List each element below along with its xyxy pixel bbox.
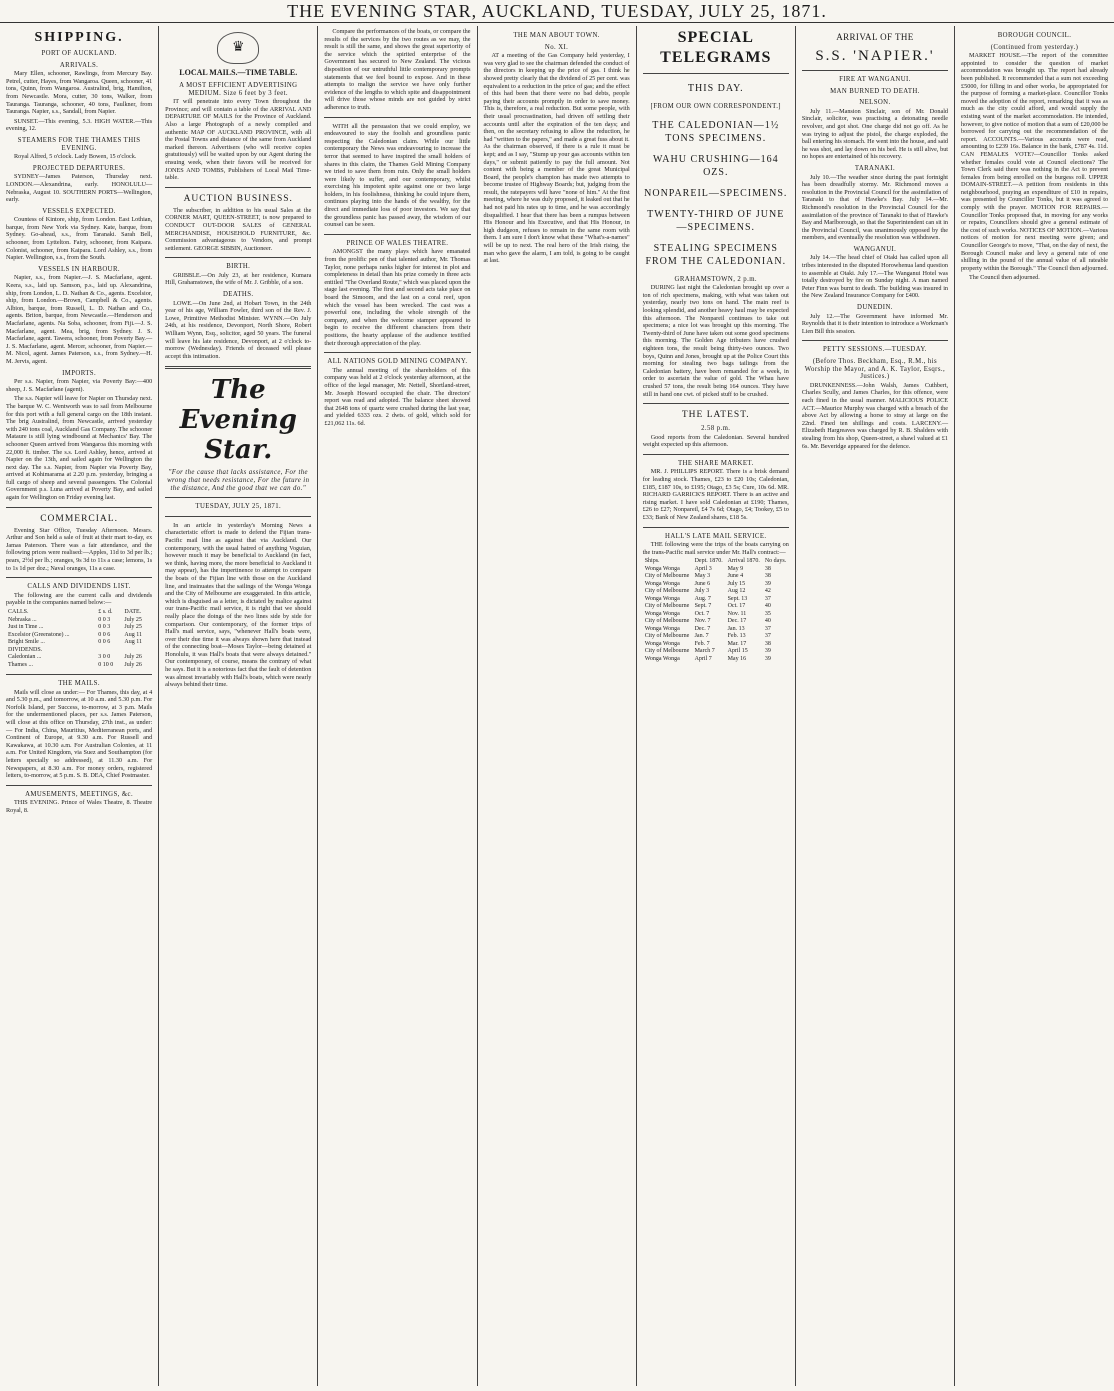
table-cell: Aug 11 — [124, 639, 142, 645]
amusements-text: THIS EVENING. Prince of Wales Theatre, 8. Theatre Royal, 8. — [6, 799, 153, 814]
gold-text: The annual meeting of the shareholders of this company was held at 2 o'clock yesterday afternoon, at the office of the legal manager, Mr. Nettell, Shortland-street, Mr. Joseph Howard occupied the chair. The directors' report was read and adopted. The balance sheet showed that 2648 tons of quartz were crushed during the last year, and yielded 6333 ozs. 2 dwts. of gold, which sold for £21,062 11s. 6d. — [324, 366, 471, 427]
page-header: THE EVENING STAR, AUCKLAND, TUESDAY, JULY 25, 1871. — [0, 0, 1114, 23]
table-cell: July 25 — [124, 616, 142, 623]
table-cell: 37 — [764, 595, 771, 602]
table-cell: Sept. 13 — [727, 595, 748, 602]
divider — [324, 352, 470, 353]
table-cell: Feb. 13 — [727, 633, 746, 640]
table-cell: Nebraska ... — [8, 616, 37, 623]
table-cell: Jan. 13 — [727, 625, 745, 632]
table-cell: 37 — [764, 633, 771, 640]
expected-text: Countess of Kintore, ship, from London. East Lothian, barque, from New York via Sydney. Kate, barque, from Sydney. Go-ahead, s.s., from Taranaki. Sarah Bell, schooner, from Lyttelton. Fairy, schooner, from Kaipara. Colonist, schooner, from Kaipara. Lord Ashley, s.s., from Napier. Wellington, s.s., from the South. — [6, 216, 153, 262]
local-mails-sub: A MOST EFFICIENT ADVERTISING MEDIUM. Size 6 feet by 3 feet. — [179, 82, 298, 97]
table-cell: Just in Time ... — [8, 624, 44, 630]
table-cell: Mar. 17 — [727, 640, 747, 647]
special-telegrams-heading: SPECIAL TELEGRAMS — [660, 29, 772, 66]
local-mails-heading: LOCAL MAILS.—TIME TABLE. — [179, 68, 298, 77]
commercial-text: Evening Star Office, Tuesday Afternoon. Messrs. Arthur and Son held a sale of fruit at their mart to-day, ex Jamas Paterson. There was a fair attendance, and the following prices were realised:—Apples, 11d to 3d per lb.; pears, 2½d per lb.; oranges, 9s 3d to 11s a case; lemons, 1s to 1s 1d per doz.; Naval oranges, 11s a case. — [6, 526, 153, 572]
table-row — [6, 639, 152, 647]
borough-end: The Council then adjourned. — [969, 274, 1040, 282]
sunset-text: SUNSET.—This evening, 5.3. HIGH WATER.—This evening, 12. — [6, 117, 153, 133]
calls-table — [6, 609, 152, 669]
table-cell: 42 — [764, 588, 771, 595]
arrivals-heading: ARRIVALS. — [59, 61, 99, 69]
divider — [643, 527, 789, 528]
divider — [324, 117, 470, 118]
correspondent-note: [FROM OUR OWN CORRESPONDENT.] — [650, 103, 781, 110]
table-cell: No days. — [764, 558, 787, 565]
table-cell: Wonga Wonga — [644, 625, 680, 632]
mails-text: Mails will close as under:— For Thames, this day, at 4 and 5.30 p.m., and tomorrow, at 10 a.m. and 5.30 p.m. For Norfolk Island, per Success, to-morrow, at 3 p.m. Mails for the undermentioned places, per s.s. James Paterson, will close at this office on Thursday, 27th inst., as under:— For India, China, Mauritius, Mediterranean ports, and Continent of Europe, at 9.30 a.m. For Russell and Kawakawa, at 10.30 a.m. For Australian Colonies, at 11 a.m. For United Kingdom, via Suez and Southampton (for letters specially so addressed), at 11.30 a.m. For Newspapers, at 8.30 a.m. For money orders, registered letters, to-morrow, at 5 p.m. S. B. DEA, Chief Postmaster. — [6, 688, 153, 780]
ship-name: S.S. 'NAPIER.' — [815, 48, 935, 64]
table-cell: City of Melbourne — [644, 633, 690, 640]
steamers-text: Royal Alfred, 5 o'clock. Lady Bowen, 15 o'clock. — [14, 153, 137, 161]
column-about-town — [478, 26, 637, 1386]
divider — [802, 70, 948, 71]
birth-heading: BIRTH. — [226, 263, 251, 271]
table-cell: Dept. 1870. — [694, 558, 723, 565]
table-cell: Aug 11 — [124, 631, 142, 638]
about-town-heading: THE MAN ABOUT TOWN. — [513, 32, 600, 39]
table-cell: 0 0 3 — [98, 624, 111, 630]
stealing-subhead: STEALING SPECIMENS FROM THE CALEDONIAN. — [645, 242, 787, 267]
table-cell: 38 — [764, 565, 771, 572]
twenty-third-subhead: TWENTY-THIRD OF JUNE—SPECIMENS. — [647, 208, 785, 233]
latest-text: Good reports from the Caledonian. Several hundred weight expected up this afternoon. — [642, 433, 789, 449]
table-cell: Dec. 17 — [727, 618, 747, 625]
table-cell: March 7 — [694, 648, 715, 655]
table-cell: 35 — [764, 610, 771, 617]
table-cell: Aug 12 — [727, 588, 746, 595]
table-cell: 37 — [764, 625, 771, 632]
columns — [0, 26, 1114, 1386]
table-cell: City of Melbourne — [644, 603, 690, 610]
commercial-heading: COMMERCIAL. — [40, 513, 118, 524]
table-cell: CALLS. — [8, 609, 29, 615]
table-cell: City of Melbourne — [644, 618, 690, 625]
table-row — [643, 588, 789, 596]
this-day-heading: THIS DAY. — [687, 83, 744, 94]
column-arrival — [796, 26, 955, 1386]
divider — [165, 257, 311, 258]
about-town-number: No. XI. — [544, 43, 569, 51]
shipping-news: The s.s. Napier will leave for Napier on Thursday next. The barque W. C. Wentworth was to sail from Melbourne for this port with a full general cargo on the 18th instant. The brig Australind, from Newcastle, arrived yesterday with 240 tons coal, Auckland Gas Company. The schooner Mataure is still lying windbound at Mechanics' Bay. The schooner Queen arrived from Wangaroa this morning with 22,000 ft. timber. The s.s. Lord Ashley, hence, arrived at Napier on the 13th, and sailed again for Wellington the next day. The s.s. Napier, from Napier via Poverty Bay, arrived at Kohimarama at 2.20 p.m. yesterday, bringing a full cargo of sheep and several passengers. The Colonial Government p.s. Luna arrived at Poverty Bay, and sailed again for Wellington on Friday evening last. — [6, 395, 153, 502]
table-cell: June 6 — [694, 580, 711, 587]
table-row — [643, 573, 789, 581]
table-row — [6, 624, 152, 632]
table-cell: Wonga Wonga — [644, 565, 680, 572]
hall-heading: HALL'S LATE MAIL SERVICE. — [665, 532, 767, 540]
table-row — [643, 603, 789, 611]
table-row — [643, 648, 789, 656]
table-cell: 38 — [764, 573, 771, 580]
birth-text: GRIBBLE.—On July 23, at her residence, Kumara Hill, Grahamstown, the wife of Mr. J. Gribble, of a son. — [165, 271, 312, 287]
divider — [6, 577, 152, 578]
dunedin-heading: DUNEDIN. — [857, 304, 893, 312]
table-row — [6, 662, 152, 670]
table-cell: 0 0 6 — [98, 631, 111, 638]
share-text: MR. J. PHILLIPS REPORT. There is a brisk demand for leading stock. Thames, £23 to £20 10s; Caledonian, £185, £187 10s, to £195; Otago, £3 5s; Cure, 10s 6d. MR. RICHARD GARRICK'S REPORT. There is an active and rising market. I have sold Caledonian at £190; Thames, £26 to £27; Nonpareil, £4 7s 6d; Otago, £4; Tookey, £5 to £33; Bank of New Zealand shares, £18 5s. — [642, 468, 789, 522]
latest-time: 2.58 p.m. — [701, 425, 731, 433]
table-row — [6, 654, 152, 662]
table-cell: Caledonian ... — [8, 654, 42, 660]
table-cell: 40 — [764, 603, 771, 610]
table-cell: Wonga Wonga — [644, 610, 680, 617]
nonpareil-subhead: NONPAREIL—SPECIMENS. — [644, 187, 788, 199]
burned-heading: MAN BURNED TO DEATH. — [830, 87, 920, 95]
taranaki-heading: TARANAKI. — [854, 164, 896, 172]
divider — [165, 497, 311, 498]
deaths-text: LOWE.—On June 2nd, at Hobart Town, in the 24th year of his age, William Fowler, third son of the Rev. J. Lowe, Primitive Methodist Minister. WYNN.—On July 24th, at his residence, Devonport, North Shore, Robert William Wynn, Esq., solicitor, aged 50 years. The funeral will leave his late residence, Devonport, at 2 o'clock to-morrow (Wednesday). Friends of deceased will please accept this intimation. — [165, 299, 312, 360]
petty-sessions-sub: (Before Thos. Beckham, Esq., R.M., his Worship the Mayor, and A. K. Taylor, Esqrs., Justices.) — [804, 358, 946, 381]
column-borough — [955, 26, 1114, 1386]
table-row — [6, 617, 152, 625]
wanganui-heading: WANGANUI. — [853, 245, 897, 253]
about-town-text: AT a meeting of the Gas Company held yesterday, I was very glad to see the chairman defended the conduct of the directors in keeping up the price of gas. I think he showed pretty clearly that the dividend of 25 per cent. was equivalent to a reduction in the price of gas; and the effect of this had been that there were no bad debts, people paying their accounts promptly in order to save money. This is, therefore, a real reduction. But some people, with their usual procrastination, had driven off settling their accounts until after the expiration of the ten days; and then, on the secretary refusing to allow the reduction, he had "written to the papers," and made a great fuss about it. As the chairman observed, if there is a rule it must be kept; and as I say, "Stump up your gas accounts within ten days," or submit patiently to pay the full amount. Not content with being a member of the great Municipal Board, the people's champion has made two attempts to become trustee of Highway Boards; but, judging from the result, the ratepayers will have "none of him." At the first meeting, where he was duly proposed, it leaked out that he had not paid his rates up to time, and he was accordingly disqualified. I hear that there has been a rumpus between His Honour and his Executive, and that His Honour, in high dudgeon, refuses to remain in the same room with them. I am sure I don't know what these "What's-a-names" will be up to next. The real hero of the Irish rising, the man who gave the alarm, I am told, is going to be caught at last. — [483, 52, 630, 265]
theatre-text: AMONGST the many plays which have emanated from the prolific pen of that talented author, Mr. Thomas Taylor, none perhaps ranks higher for interest in plot and completeness in detail than his prize comedy in three acts entitled "The Overland Route," which was placed upon the stage last evening. The first and second acts take place on board the Simoom, and the last on a coral reef, upon which the vessel has been wrecked. The cast was a powerful one, including the whole strength of the company, and when the welcome stamper appeared to begin to receive the different characters from their positions, the hearty applause of the audience testified their thorough appreciation of the play. — [324, 248, 471, 347]
mails-heading: THE MAILS. — [58, 680, 100, 687]
table-cell: City of Melbourne — [644, 648, 690, 655]
steamers-heading: STEAMERS FOR THE THAMES THIS EVENING. — [17, 136, 141, 152]
latest-heading: THE LATEST. — [681, 410, 750, 421]
table-row — [643, 618, 789, 626]
table-cell: Oct. 7 — [694, 610, 710, 617]
table-cell: 40 — [764, 618, 771, 625]
table-cell: July 25 — [124, 624, 142, 630]
borough-heading: BOROUGH COUNCIL. — [997, 32, 1072, 39]
harbour-heading: VESSELS IN HARBOUR. — [38, 265, 120, 273]
table-cell: April 3 — [694, 565, 712, 572]
table-cell: Arrival 1870. — [727, 558, 760, 565]
table-cell: Dec. 7 — [694, 625, 711, 632]
table-cell: July 15 — [727, 580, 746, 587]
motto: "For the cause that lacks assistance, For the wrong that needs resistance, For the future in the distance, And the good that we can do." — [167, 469, 310, 492]
table-cell: City of Melbourne — [644, 588, 690, 595]
table-cell: Oct. 17 — [727, 603, 746, 610]
table-cell: 0 0 6 — [98, 639, 111, 645]
table-cell: Jan. 7 — [694, 633, 709, 640]
wanganui-text: July 14.—The head chief of Otaki has called upon all tribes interested in the disputed Horowhenua land question to assemble at Otaki. July 17.—The Wanganui Hotel was totally destroyed by fire on Sunday night. A man named Peter Finn was burnt to death. The building was insured in the New Zealand Insurance Company for £400. — [801, 254, 949, 300]
divider — [6, 507, 152, 508]
table-cell: May 3 — [694, 573, 711, 580]
theatre-heading: PRINCE OF WALES THEATRE. — [346, 239, 449, 247]
dunedin-text: July 12.—The Government have informed Mr. Reynolds that it is their intention to introduce a Workman's Lien Bill this session. — [801, 312, 949, 335]
calls-heading: CALLS AND DIVIDENDS LIST. — [27, 583, 131, 591]
table-cell: Thames ... — [8, 661, 33, 668]
table-row — [6, 647, 152, 655]
table-cell: 39 — [764, 655, 771, 662]
divider — [324, 234, 470, 235]
telegram-text: DURING last night the Caledonian brought up over a ton of rich specimens, making, with what was taken out yesterday, nearly two tons on hand. The main reef is looking splendid, and another heavy haul may be expected this afternoon. The Nonpareil continues to take out specimens; a nice lot was brought up this morning. The Twenty-third of June have taken out some good specimens this morning. The Golden Age tributers have crushed eighteen tons, the result being thirty-two ounces. Two boys, Quinn and Jones, brought up at the Police Court this morning for stealing two bags tailings from the Caledonian battery, have been remanded for a week, in order to ascertain the value of gold. The Whau have crushed 57 tons, the result being 164 ounces. They have still in hand one cwt. of picked stuff to be crushed. — [642, 284, 789, 398]
projected-heading: PROJECTED DEPARTURES. — [32, 164, 126, 172]
petty-sessions-heading: PETTY SESSIONS.—TUESDAY. — [822, 346, 927, 354]
table-cell: 0 0 3 — [98, 616, 111, 623]
column-ads — [159, 26, 318, 1386]
divider — [643, 73, 789, 74]
shipping-heading: SHIPPING. — [34, 30, 124, 45]
table-cell: DIVIDENDS. — [8, 646, 43, 653]
table-cell: July 26 — [124, 661, 142, 668]
harbour-text: Napier, s.s., from Napier.—J. S. Macfarlane, agent. Keera, s.s., laid up. Samson, p.s., laid up. Alexandrina, ship, from London, L. D. Nathan & Co., agents. Excelsior, ship, from London.—Brown, Campbell & Co., agents. Albion, barque, from Russell, L. D. Nathan and Co., agents. Briton, barque, from Newcastle.—Henderson and Macfarlane, agents. Na Soba, schooner, from Fiji.—J. S. Macfarlane, agent. Mea, brig, from Sydney. J. S. Macfarlane, agent. Tawera, schooner, from Poverty Bay.—J. S. Macfarlane, agent. Mercer, schooner, from Napier.—M. Nicol, agent. James Paterson, s.s., from Sydney.—H. M. Jervis, agent. — [6, 274, 153, 365]
auction-heading: AUCTION BUSINESS. — [183, 193, 293, 204]
table-cell: Aug. 7 — [694, 595, 711, 602]
hall-table — [643, 558, 789, 663]
table-row — [6, 609, 152, 617]
table-cell: City of Melbourne — [644, 573, 690, 580]
table-cell: Bright Smile ... — [8, 639, 45, 645]
table-cell: 39 — [764, 648, 771, 655]
calls-intro: The following are the current calls and dividends payable in the companies named below:— — [6, 591, 153, 607]
divider — [165, 187, 311, 188]
borough-text: MARKET HOUSE.—The report of the committee appointed to consider the question of market accommodation was brought up. The report had already been published. It recommended that a sum not exceeding £5000, for filling in and other works, be appropriated for the purpose of forming a market-place. Councillor Tonks moved the adoption of the report, remarking that it was as much as the city could afford, and would supply the existing want of the market accommodation. He intended, however, to give notice of motion that a sum of £20,000 be borrowed for carrying out the recommendation of the report. ACCOUNTS.—Various accounts were read, amounting to £239 16s. Balance in the bank, £787 4s. 11d. CAN FEMALES VOTE?—Councillor Tonks asked whether females could vote at Council elections? The Town Clerk said there was nothing in the Act to prevent females from being enrolled on the burgess roll. UPPER DOMAIN-STREET.—A petition from residents in this neighbourhood, praying an expenditure of £10 in repairs, was presented by Councillor Tonks, but it was agreed to comply with the prayer. MOTION FOR REPAIRS.—Councillor Tonks proposed that, in moving for any works or repairs, Councillors should give a general estimate of the cost of such works. NOTICES OF MOTION.—Various notices of motion for next meeting were given; and Councillor George's to move, "That, on the day of next, the Borough Council make and levy a general rate of one shilling in the pound of the annual value of all rateable property within the Borough." The Council then adjourned. — [961, 52, 1109, 272]
divider — [6, 674, 152, 675]
table-cell: 3 0 0 — [98, 654, 111, 660]
table-cell: 0 10 0 — [98, 661, 114, 668]
divider — [6, 785, 152, 786]
table-cell: April 7 — [694, 655, 712, 662]
table-cell: May 16 — [727, 655, 747, 662]
table-row — [643, 633, 789, 641]
fire-heading: FIRE AT WANGANUI. — [839, 76, 911, 83]
issue-date: TUESDAY, JULY 25, 1871. — [195, 503, 282, 511]
table-cell: 39 — [764, 580, 771, 587]
table-cell: Nov. 11 — [727, 610, 747, 617]
table-row — [6, 632, 152, 640]
table-cell: May 9 — [727, 565, 744, 572]
table-row — [643, 656, 789, 664]
table-cell: Wonga Wonga — [644, 655, 680, 662]
imports-text: Per s.s. Napier, from Napier, via Poverty Bay:—400 sheep, J. S. Macfarlane (agent). — [6, 378, 153, 393]
table-cell: April 15 — [727, 648, 748, 655]
divider — [165, 366, 311, 369]
whau-subhead: WAHU CRUSHING—164 OZS. — [652, 153, 779, 178]
borough-sub: (Continued from yesterday.) — [990, 43, 1079, 51]
nelson-heading: NELSON. — [859, 99, 891, 107]
imports-heading: IMPORTS. — [62, 369, 97, 377]
table-cell: July 26 — [124, 654, 142, 660]
table-cell: Wonga Wonga — [644, 595, 680, 602]
table-cell: DATE. — [124, 609, 142, 615]
gold-heading: ALL NATIONS GOLD MINING COMPANY. — [327, 358, 468, 366]
column-editorial — [318, 26, 477, 1386]
column-telegrams — [637, 26, 796, 1386]
caledonian-subhead: THE CALEDONIAN—1½ TONS SPECIMENS. — [652, 119, 780, 144]
divider — [643, 454, 789, 455]
table-cell: July 3 — [694, 588, 710, 595]
table-cell: 38 — [764, 640, 771, 647]
table-cell: Wonga Wonga — [644, 640, 680, 647]
projected-text: SYDNEY—James Paterson, Thursday next. LONDON.—Alexandrina, early. HONOLULU—Nebraska, August 10. SOUTHERN PORTS—Wellington, early. — [6, 173, 153, 204]
auction-text: The subscriber, in addition to his usual Sales at the CORNER MART, QUEEN-STREET, is now prepared to CONDUCT OUT-DOOR SALES of GENERAL MERCHANDISE, HOUSEHOLD FURNITURE, &c. Commission advantageous to Vendors, and prompt settlement. GEORGE SIBBIN, Auctioneer. — [165, 206, 312, 252]
arrivals-text: Mary Ellen, schooner, Rawlings, from Mercury Bay. Petrel, cutter, Hayes, from Wangaroa. Queen, schooner, 41 tons, Quinn, from Wangaroa. Australind, brig, Hamilton, from Newcastle. Mora, cutter, 30 tons, Walker, from Tauranga. Tauranga, schooner, 40 tons, Faulkner, from Tauranga. Napier, s.s., Sandall, from Napier. — [6, 70, 153, 116]
masthead: The Evening Star. — [179, 375, 297, 466]
editorial-text: Compare the performances of the boats, or compare the results of the services by the two routes as we may, the result is still the same, and shows the great superiority of the service which the spirited enterprise of the Government has secured to New Zealand. The vicious disposition of our untruthful little contemporary prompts statements that we feel bound to expose. And in these attempts to malign the service we have only further evidence of the lengths to which spite and disappointment will drive those whose minds are not guided by strict adherence to truth. — [324, 28, 471, 111]
table-cell: Excelsior (Greenstone) ... — [8, 631, 70, 638]
table-cell: Feb. 7 — [694, 640, 710, 647]
amusements-heading: AMUSEMENTS, MEETINGS, &c. — [25, 790, 134, 798]
table-cell: £ s. d. — [98, 609, 113, 615]
taranaki-text: July 10.—The weather since during the past fortnight has been dreadfully stormy. Mr. Richmond moves a resolution in the Provincial Council for the assimilation of Taranaki to that of Hawke's Bay. July 14.—Mr. Richmond's resolution in the Provincial Council for the assimilation of the province of Taranaki to that of Hawke's Bay and Marlborough, so that the Superintendent can sit in the Provincial Council, was unanimously opposed by the members, and eventually the resolution was withdrawn. — [801, 173, 949, 242]
dateline: GRAHAMSTOWN, 2 p.m. — [674, 275, 757, 283]
table-cell: Ships. — [644, 558, 660, 565]
column-shipping — [0, 26, 159, 1386]
leader-article: In an article in yesterday's Morning News a characteristic effort is made to defend the Fijian trans-Pacific mail line as against that via Auckland. Our contemporary, with the usual hatred of anything Voguian, however much it may be beneficial to Auckland (in fact, we think, having more, the more beneficial to Auckland it may appear), has the impertinence to attempt to compare the boats of the Fijian line with those on the Auckland line, and insinuates that the sailings of the Wonga Wonga and the City of Melbourne are exaggerated. In this article, which is disguised as a letter, is dictated by malice against our trans-Pacific mail service, it is right that we should really place the doings of the two lines side by side for comparison. Our contemporary, of the former trips of Hall's mail service, says, "whenever Hall's boats were, over their due time it was always shown here that instead of the connecting boat—Moses Taylor—being detained at Honolulu, it was Hall's boats that were always detained." Our contemporary, of course, means the contrary of what he says. But it is a notorious fact that the fault of detention was almost invariably with Hall's boats, which were nearly always behind their time. — [165, 521, 312, 689]
caledonian-editorial: WITH all the persuasion that we could employ, we endeavoured to stay the foolish and groundless panic respecting the Caledonian claim. While our little contemporary the News was endeavouring to increase the terror that seemed to have inspired the small holders of shares in this claim, the Thames Gold Mining Company we tried to save them from ruin. Only the small holders were likely to suffer, and our contemporary, whilst exercising his impotent spite against one or two large holders, in his foolishness, thinking he could injure them, continues playing into the hands of the wealthy, for the direct and immediate loss of poor investors. We say that the groundless panic has passed away, the wisdom of our counsel can be seen. — [324, 122, 471, 229]
share-heading: THE SHARE MARKET. — [677, 459, 754, 467]
crest-icon: ♛ — [217, 32, 259, 64]
arrival-heading: ARRIVAL OF THE — [836, 32, 914, 42]
table-row — [643, 558, 789, 566]
divider — [802, 340, 948, 341]
local-mails-text: IT will penetrate into every Town throughout the Province; and will contain a table of the ARRIVAL AND DEPARTURE OF MAILS for the Province of Auckland. Also a large Photograph of a newly compiled and authentic MAP OF AUCKLAND PROVINCE, with all the Postal Towns and distance of the same from Auckland marked thereon. Advertisers (who will receive copies gratuitously) will be waited upon by our Agent during the ensuing week, when their favors will be received for JONES AND TOMBS, Publishers of Local Mail Time-table. — [165, 98, 312, 182]
table-cell: Wonga Wonga — [644, 580, 680, 587]
expected-heading: VESSELS EXPECTED. — [42, 207, 116, 215]
divider — [643, 403, 789, 404]
nelson-text: July 11.—Mansion Sinclair, son of Mr. Donald Sinclair, solicitor, was practising a detonating needle revolver, and got shot. One charge did not go off. As he was trying to adjust the pistol, the charge exploded, the ball entering his stomach. He went into the house, and said he was shot, and lay down on his bed. He is still alive, but no hopes are entertained of his recovery. — [801, 107, 949, 161]
table-cell: Nov. 7 — [694, 618, 711, 625]
petty-sessions-text: DRUNKENNESS.—John Walsh, James Cuthbert, Charles Scully, and James Charles, for this offence, were each fined in the usual manner. MALICIOUS POLICE ACT.—Maurice Murphy was charged with a breach of the above Act by allowing a horse to stray at large on the 22nd. Fined ten shillings and costs. LARCENY.—Elizabeth Hargreaves was charged by R. B. Shalders with stealing from his shop, Queen-street, a shawl valued at £1 6s. Mr. Beveridge appeared for the defence. — [801, 381, 949, 450]
hall-intro: THE following were the trips of the boats carrying on the trans-Pacific mail service under Mr. Hall's contract:— — [642, 541, 789, 556]
table-cell: June 4 — [727, 573, 744, 580]
port-heading: PORT OF AUCKLAND. — [41, 50, 117, 57]
deaths-heading: DEATHS. — [222, 291, 254, 299]
divider — [165, 516, 311, 517]
table-cell: Sept. 7 — [694, 603, 712, 610]
